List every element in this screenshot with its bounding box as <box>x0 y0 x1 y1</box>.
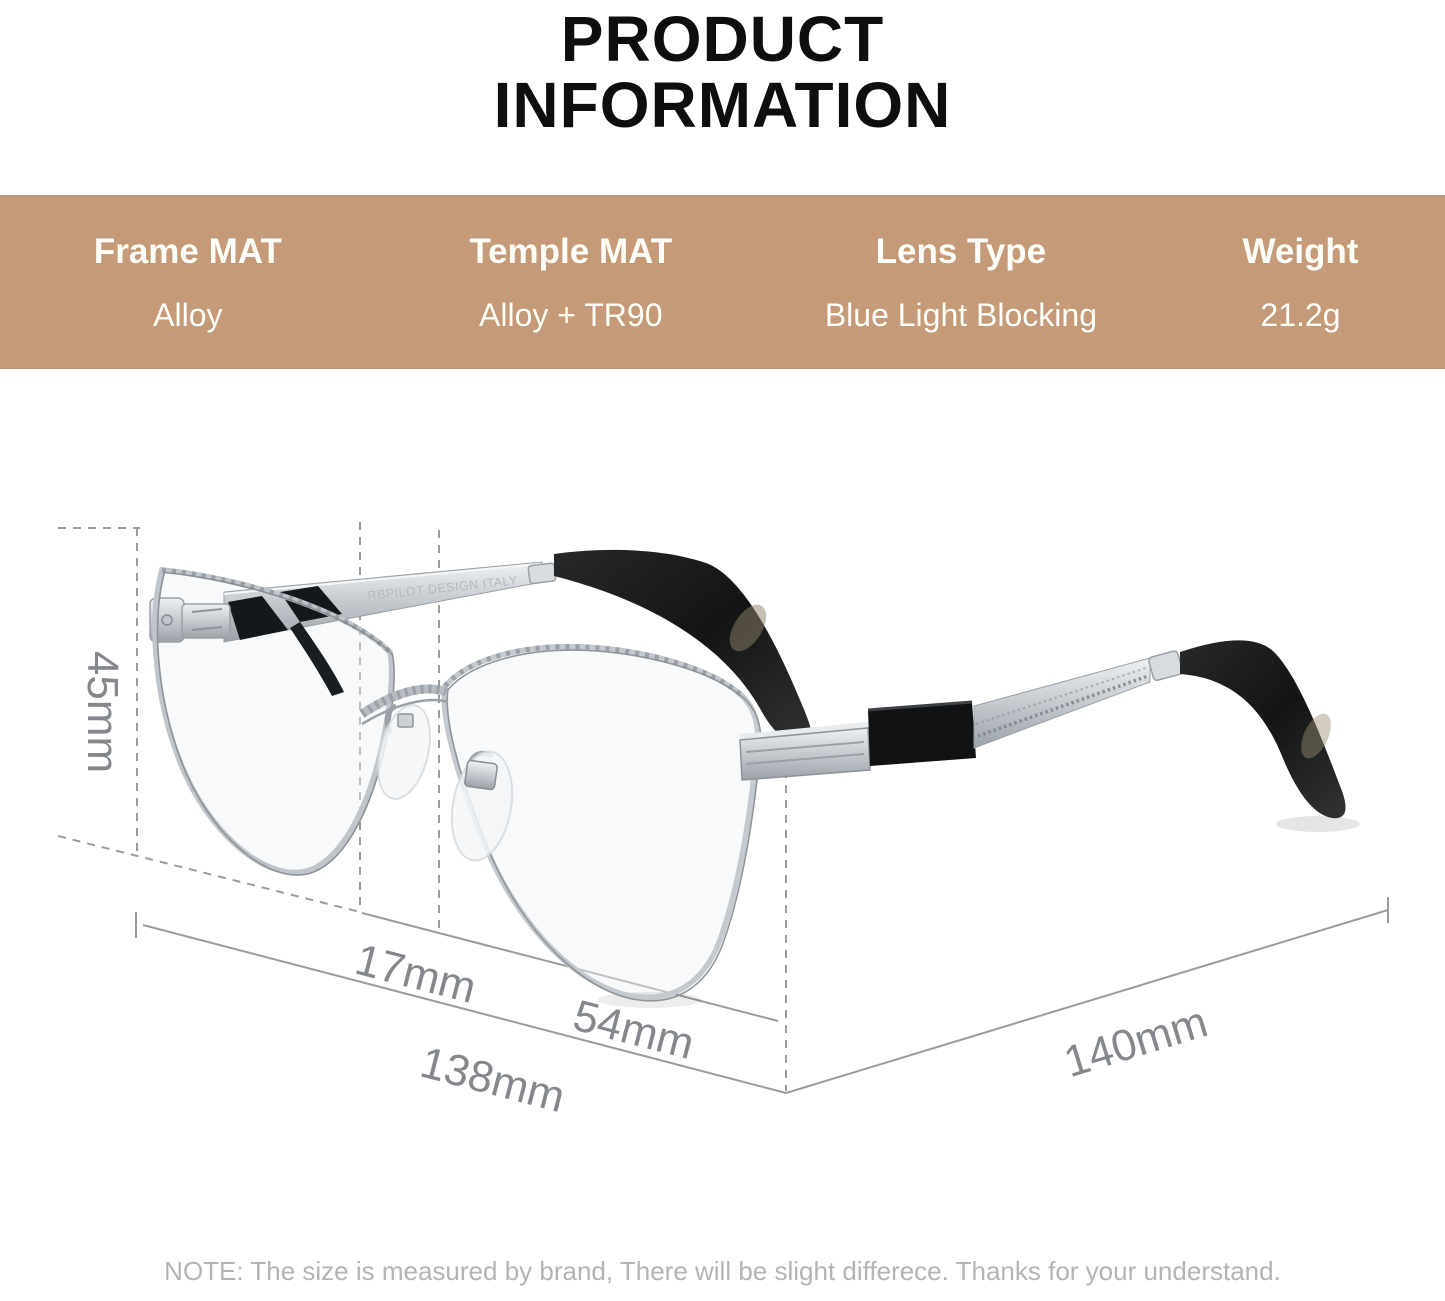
right-temple-ferrule <box>1148 650 1183 681</box>
bottom-note: NOTE: The size is measured by brand, There will be slight differece. Thanks for your understand. <box>164 1256 1281 1286</box>
label-bridge-width: 17mm <box>350 934 481 1013</box>
right-temple-tip-shadow <box>1276 816 1360 832</box>
label-temple-length: 140mm <box>1058 997 1214 1088</box>
left-hinge-screw <box>162 615 172 625</box>
spec-value: Alloy + TR90 <box>479 296 663 333</box>
spec-value: Alloy <box>153 296 223 333</box>
right-temple-black-block <box>868 702 976 766</box>
left-temple-ferrule <box>528 563 556 584</box>
nose-pad-clip-right <box>464 760 497 790</box>
label-frame-width: 138mm <box>415 1037 570 1123</box>
right-temple <box>740 640 1360 832</box>
left-hinge <box>150 598 230 642</box>
spec-label: Frame MAT <box>93 231 282 271</box>
left-hinge-tbar <box>182 604 230 638</box>
label-lens-height: 45mm <box>78 650 127 774</box>
spec-value: Blue Light Blocking <box>824 296 1097 333</box>
spec-value: 21.2g <box>1260 296 1341 333</box>
nose-pad-clip-left <box>398 714 413 727</box>
spec-label: Weight <box>1242 231 1359 271</box>
page-title-line1: PRODUCT <box>560 3 885 75</box>
page-title-line2: INFORMATION <box>493 69 952 141</box>
temple-engraving-text: RBPILOT DESIGN ITALY <box>366 573 519 603</box>
glasses <box>150 550 1360 1008</box>
right-temple-bar <box>974 658 1150 748</box>
spec-label: Temple MAT <box>469 231 673 271</box>
label-lens-width: 54mm <box>568 990 699 1069</box>
spec-label: Lens Type <box>875 231 1047 271</box>
